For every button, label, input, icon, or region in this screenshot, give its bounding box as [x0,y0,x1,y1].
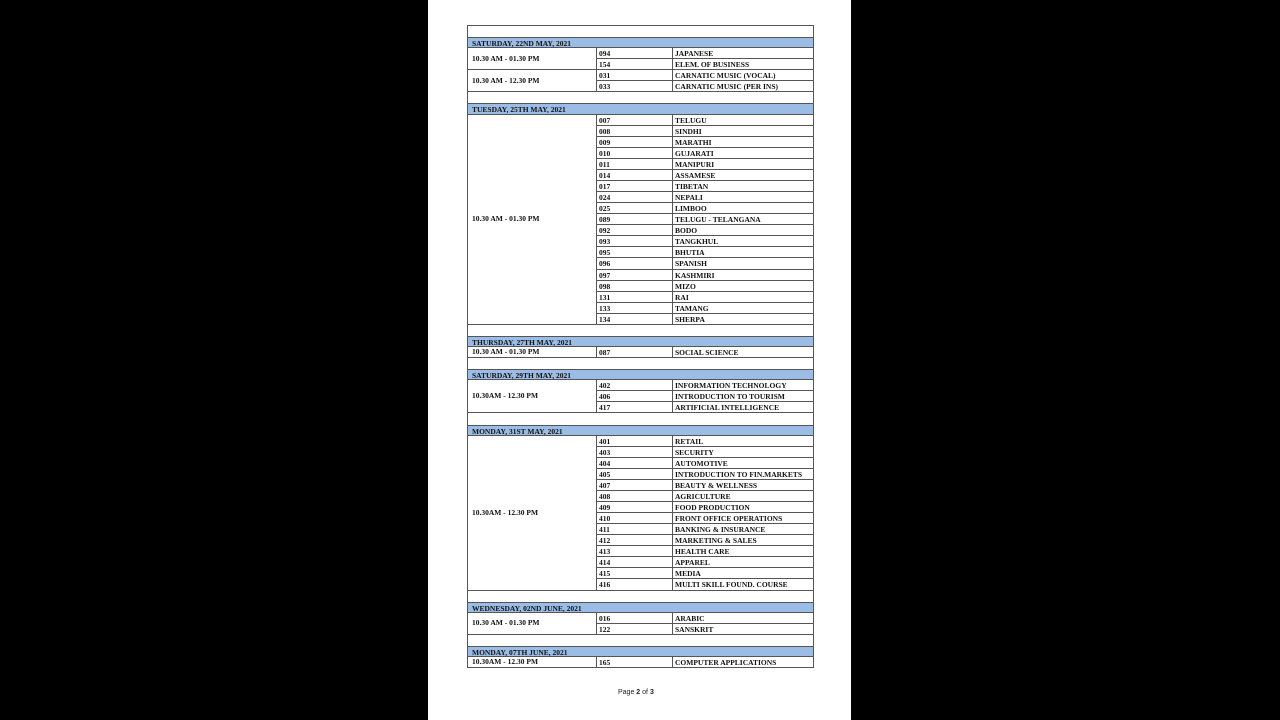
subject-code: 089 [599,215,611,225]
date-label: SATURDAY, 22ND MAY, 2021 [472,39,571,49]
time-label: 10.30 AM - 01.30 PM [472,53,540,63]
time-label: 10.30 AM - 01.30 PM [472,347,540,357]
time-label: 10.30 AM - 01.30 PM [472,214,540,224]
subject-name: SPANISH [675,259,707,269]
spacer-row [468,591,813,602]
subject-code: 407 [599,480,611,490]
subject-cell [673,159,813,169]
code-cell [597,192,673,202]
exam-row [597,159,813,170]
exam-row [597,170,813,181]
date-label: SATURDAY, 29TH MAY, 2021 [472,371,571,381]
time-cell [468,70,597,91]
subject-code: 406 [599,392,611,402]
code-cell [597,303,673,313]
subject-name: INTRODUCTION TO TOURISM [675,392,785,402]
code-cell [597,480,673,490]
date-label: THURSDAY, 27TH MAY, 2021 [472,337,572,347]
time-label: 10.30AM - 12.30 PM [472,391,539,401]
exam-row [597,502,813,513]
subject-cell [673,502,813,512]
code-cell [597,347,673,358]
subject-name: GUJARATI [675,148,714,158]
subject-cell [673,391,813,401]
exam-row [597,203,813,214]
subject-code: 008 [599,126,611,136]
subject-cell [673,203,813,213]
subject-name: HEALTH CARE [675,547,730,557]
date-header [468,646,813,657]
time-block [468,380,813,413]
code-cell [597,402,673,413]
date-header [468,103,813,114]
subject-name: INTRODUCTION TO FIN.MARKETS [675,469,803,479]
code-cell [597,502,673,512]
subject-cell [673,214,813,224]
time-cell [468,115,597,324]
subject-name: SHERPA [675,314,705,324]
footer-middle: of [640,689,650,696]
date-label: MONDAY, 07TH JUNE, 2021 [472,647,568,657]
subject-name: MIZO [675,281,696,291]
subject-cell [673,81,813,92]
subject-code: 095 [599,248,611,258]
code-cell [597,59,673,70]
code-cell [597,170,673,180]
subject-code: 093 [599,237,611,247]
subject-cell [673,513,813,523]
subject-name: BHUTIA [675,248,705,258]
time-block [468,115,813,325]
code-cell [597,281,673,291]
subject-code: 408 [599,491,611,501]
subject-code: 087 [599,348,611,358]
subject-cell [673,126,813,136]
exam-row [597,391,813,402]
code-cell [597,81,673,92]
subject-code: 016 [599,613,611,623]
subject-code: 133 [599,303,611,313]
code-cell [597,535,673,545]
subject-name: CARNATIC MUSIC (VOCAL) [675,71,776,81]
code-cell [597,225,673,235]
subject-code: 097 [599,270,611,280]
subject-name: BEAUTY & WELLNESS [675,480,758,490]
subject-code: 411 [599,525,610,535]
subject-name: MARKETING & SALES [675,536,757,546]
exam-row [597,491,813,502]
code-cell [597,292,673,302]
exam-row [597,225,813,236]
subject-name: SECURITY [675,447,714,457]
subject-code: 403 [599,447,611,457]
subject-name: MULTI SKILL FOUND. COURSE [675,580,788,590]
subject-name: TELUGU - TELANGANA [675,215,761,225]
subject-cell [673,613,813,623]
exam-row [597,70,813,81]
code-cell [597,491,673,501]
exam-row [597,380,813,391]
code-cell [597,115,673,125]
exam-row [597,126,813,137]
subject-code: 413 [599,547,611,557]
subject-cell [673,524,813,534]
subject-cell [673,236,813,246]
subject-name: AGRICULTURE [675,491,731,501]
time-block [468,436,813,591]
subject-cell [673,270,813,280]
time-label: 10.30AM - 12.30 PM [472,507,539,517]
time-block [468,347,813,358]
spacer-row [468,635,813,646]
subject-name: CARNATIC MUSIC (PER INS) [675,82,778,92]
subject-cell [673,458,813,468]
exam-row [597,436,813,447]
subject-cell [673,436,813,446]
date-label: MONDAY, 31ST MAY, 2021 [472,426,563,436]
subject-name: TELUGU [675,115,707,125]
exam-row [597,258,813,269]
subject-cell [673,281,813,291]
time-cell [468,380,597,412]
exam-row [597,447,813,458]
code-cell [597,247,673,257]
code-cell [597,447,673,457]
date-header [468,602,813,613]
subject-name: ARABIC [675,613,705,623]
subject-code: 011 [599,159,610,169]
subject-cell [673,314,813,325]
exam-row [597,579,813,590]
subject-code: 009 [599,137,611,147]
subject-code: 134 [599,314,611,324]
subject-cell [673,59,813,70]
date-label: WEDNESDAY, 02ND JUNE, 2021 [472,603,582,613]
subject-code: 024 [599,193,611,203]
subject-code: 412 [599,536,611,546]
subject-cell [673,624,813,635]
subject-code: 410 [599,514,611,524]
date-header [468,369,813,380]
code-cell [597,624,673,635]
subject-code: 122 [599,624,611,634]
subject-name: TANGKHUL [675,237,719,247]
code-cell [597,48,673,58]
exam-row [597,81,813,92]
subject-name: AUTOMOTIVE [675,458,728,468]
code-cell [597,181,673,191]
exam-row [597,137,813,148]
code-cell [597,546,673,556]
code-cell [597,613,673,623]
footer-prefix: Page [618,689,637,696]
time-block [468,70,813,92]
subject-name: BANKING & INSURANCE [675,525,766,535]
exam-row [597,247,813,258]
time-cell [468,436,597,590]
exam-row [597,292,813,303]
code-cell [597,458,673,468]
exam-row [597,657,813,668]
exam-row [597,59,813,70]
code-cell [597,70,673,80]
spacer-row [468,26,813,37]
exam-row [597,314,813,325]
subject-name: MARATHI [675,137,712,147]
subject-name: SOCIAL SCIENCE [675,348,739,358]
exam-row [597,513,813,524]
subject-cell [673,380,813,390]
exam-row [597,192,813,203]
time-cell [468,48,597,69]
subject-name: ARTIFICIAL INTELLIGENCE [675,403,780,413]
exam-row [597,613,813,624]
time-cell [468,613,597,634]
time-block [468,48,813,70]
subject-cell [673,469,813,479]
subject-cell [673,491,813,501]
exam-row [597,624,813,635]
exam-row [597,181,813,192]
subject-name: TAMANG [675,303,709,313]
subject-name: RAI [675,292,689,302]
subject-cell [673,347,813,358]
exam-row [597,214,813,225]
subject-code: 404 [599,458,611,468]
subject-cell [673,70,813,80]
subject-name: MEDIA [675,569,701,579]
date-label: TUESDAY, 25TH MAY, 2021 [472,105,566,115]
exam-row [597,281,813,292]
subject-cell [673,258,813,268]
date-header [468,336,813,347]
subject-code: 096 [599,259,611,269]
subject-name: SANSKRIT [675,624,714,634]
code-cell [597,270,673,280]
subject-code: 401 [599,436,611,446]
time-label: 10.30 AM - 01.30 PM [472,618,540,628]
code-cell [597,391,673,401]
exam-row [597,568,813,579]
subject-cell [673,292,813,302]
subject-code: 017 [599,181,611,191]
subject-name: JAPANESE [675,49,714,59]
spacer-row [468,325,813,336]
exam-row [597,469,813,480]
date-header [468,37,813,48]
subject-code: 131 [599,292,611,302]
subject-cell [673,247,813,257]
subject-code: 014 [599,170,611,180]
subject-name: FRONT OFFICE OPERATIONS [675,514,783,524]
subject-code: 154 [599,60,611,70]
subject-cell [673,546,813,556]
exam-row [597,535,813,546]
exam-row [597,148,813,159]
code-cell [597,126,673,136]
subject-code: 165 [599,657,611,667]
spacer-row [468,413,813,424]
exam-row [597,236,813,247]
subject-code: 417 [599,403,611,413]
subject-cell [673,303,813,313]
subject-cell [673,225,813,235]
subject-cell [673,535,813,545]
code-cell [597,137,673,147]
subject-cell [673,170,813,180]
time-cell [468,657,597,667]
exam-row [597,48,813,59]
exam-row [597,557,813,568]
subject-code: 414 [599,558,611,568]
time-label: 10.30 AM - 12.30 PM [472,75,540,85]
subject-code: 405 [599,469,611,479]
subject-code: 031 [599,71,611,81]
subject-code: 033 [599,82,611,92]
subject-code: 010 [599,148,611,158]
code-cell [597,236,673,246]
subject-name: FOOD PRODUCTION [675,502,750,512]
subject-code: 094 [599,49,611,59]
exam-row [597,347,813,358]
code-cell [597,258,673,268]
subject-name: INFORMATION TECHNOLOGY [675,381,787,391]
subject-code: 007 [599,115,611,125]
code-cell [597,203,673,213]
exam-row [597,115,813,126]
time-block [468,613,813,635]
subject-cell [673,192,813,202]
code-cell [597,469,673,479]
page-footer [618,689,654,696]
subject-name: KASHMIRI [675,270,715,280]
exam-row [597,270,813,281]
subject-code: 098 [599,281,611,291]
subject-name: TIBETAN [675,181,709,191]
subject-cell [673,557,813,567]
code-cell [597,148,673,158]
code-cell [597,436,673,446]
code-cell [597,524,673,534]
subject-name: LIMBOO [675,204,707,214]
subject-name: MANIPURI [675,159,715,169]
subject-cell [673,402,813,413]
code-cell [597,380,673,390]
subject-cell [673,137,813,147]
subject-cell [673,568,813,578]
code-cell [597,159,673,169]
code-cell [597,657,673,668]
spacer-row [468,358,813,369]
subject-cell [673,148,813,158]
subject-cell [673,48,813,58]
exam-row [597,402,813,413]
time-label: 10.30AM - 12.30 PM [472,657,539,667]
exam-row [597,524,813,535]
subject-cell [673,579,813,590]
code-cell [597,214,673,224]
subject-code: 409 [599,502,611,512]
subject-name: ASSAMESE [675,170,716,180]
date-header [468,425,813,436]
code-cell [597,314,673,325]
subject-name: COMPUTER APPLICATIONS [675,657,777,667]
subject-name: NEPALI [675,193,703,203]
footer-page-number: 2 [636,689,641,696]
subject-cell [673,181,813,191]
time-cell [468,347,597,357]
subject-code: 092 [599,226,611,236]
exam-row [597,303,813,314]
subject-name: ELEM. OF BUSINESS [675,60,750,70]
exam-row [597,458,813,469]
subject-cell [673,115,813,125]
subject-name: RETAIL [675,436,704,446]
code-cell [597,513,673,523]
spacer-row [468,92,813,103]
exam-row [597,546,813,557]
subject-cell [673,480,813,490]
exam-row [597,480,813,491]
code-cell [597,579,673,590]
subject-cell [673,657,813,668]
subject-code: 025 [599,204,611,214]
exam-schedule-table [467,25,814,668]
footer-page-total: 3 [649,689,654,696]
time-block [468,657,813,668]
subject-name: APPAREL [675,558,710,568]
subject-cell [673,447,813,457]
subject-code: 415 [599,569,611,579]
code-cell [597,557,673,567]
subject-code: 402 [599,381,611,391]
subject-code: 416 [599,580,611,590]
code-cell [597,568,673,578]
subject-name: SINDHI [675,126,702,136]
subject-name: BODO [675,226,698,236]
